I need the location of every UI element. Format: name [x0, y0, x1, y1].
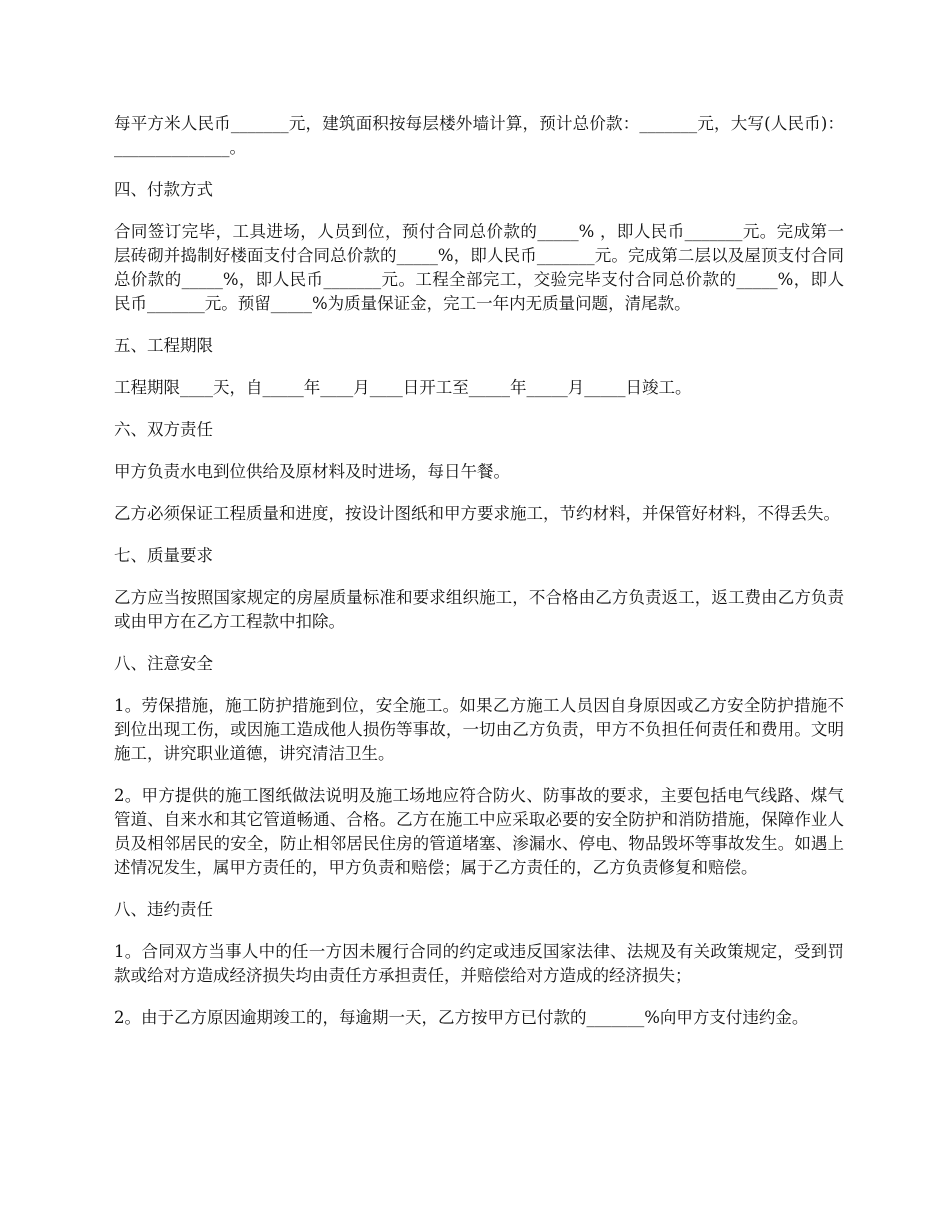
paragraph-safety-1: 1。劳保措施，施工防护措施到位，安全施工。如果乙方施工人员因自身原因或乙方安全防护措施不到位出现工伤，或因施工造成他人损伤等事故，一切由乙方负责，甲方不负担任何责任和费用。文明施工，讲究职业道德，讲究清洁卫生。	[114, 696, 844, 763]
section-heading-safety: 八、注意安全	[114, 654, 213, 673]
section-heading-payment: 四、付款方式	[114, 180, 213, 199]
paragraph-party-b-responsibility: 乙方必须保证工程质量和进度，按设计图纸和甲方要求施工，节约材料，并保管好材料，不得丢失。	[114, 504, 840, 523]
section-heading-breach: 八、违约责任	[114, 900, 213, 919]
paragraph-breach-2: 2。由于乙方原因逾期竣工的，每逾期一天，乙方按甲方已付款的_______%向甲方支付违约金。	[114, 1008, 809, 1027]
paragraph-unit-price: 每平方米人民币_______元，建筑面积按每层楼外墙计算，预计总价款：_______元，大写(人民币)：______________。	[114, 114, 844, 157]
section-heading-quality: 七、质量要求	[114, 546, 213, 565]
section-heading-responsibilities: 六、双方责任	[114, 420, 213, 439]
paragraph-duration: 工程期限____天，自_____年____月____日开工至_____年_____月_____日竣工。	[114, 378, 692, 397]
paragraph-quality: 乙方应当按照国家规定的房屋质量标准和要求组织施工，不合格由乙方负责返工，返工费由乙方负责或由甲方在乙方工程款中扣除。	[114, 588, 844, 631]
paragraph-payment-terms: 合同签订完毕，工具进场，人员到位，预付合同总价款的_____% ，即人民币_______元。完成第一层砖砌并捣制好楼面支付合同总价款的_____%，即人民币_______元。完成第二层以及屋顶支付合同总价款的_____%，即人民币_______元。工程全部完工，交验完毕支付合同总价款的_____%，即人民币_______元。预留_____%为质量保证金，完工一年内无质量问题，清尾款。	[114, 222, 844, 313]
paragraph-safety-2: 2。甲方提供的施工图纸做法说明及施工场地应符合防火、防事故的要求，主要包括电气线路、煤气管道、自来水和其它管道畅通、合格。乙方在施工中应采取必要的安全防护和消防措施，保障作业人员及相邻居民的安全，防止相邻居民住房的管道堵塞、渗漏水、停电、物品毁坏等事故发生。如遇上述情况发生，属甲方责任的，甲方负责和赔偿；属于乙方责任的，乙方负责修复和赔偿。	[114, 786, 844, 877]
paragraph-party-a-responsibility: 甲方负责水电到位供给及原材料及时进场，每日午餐。	[114, 462, 510, 481]
section-heading-duration: 五、工程期限	[114, 336, 213, 355]
paragraph-breach-1: 1。合同双方当事人中的任一方因未履行合同的约定或违反国家法律、法规及有关政策规定，受到罚款或给对方造成经济损失均由责任方承担责任，并赔偿给对方造成的经济损失；	[114, 942, 844, 985]
document-body	[114, 112, 844, 1048]
